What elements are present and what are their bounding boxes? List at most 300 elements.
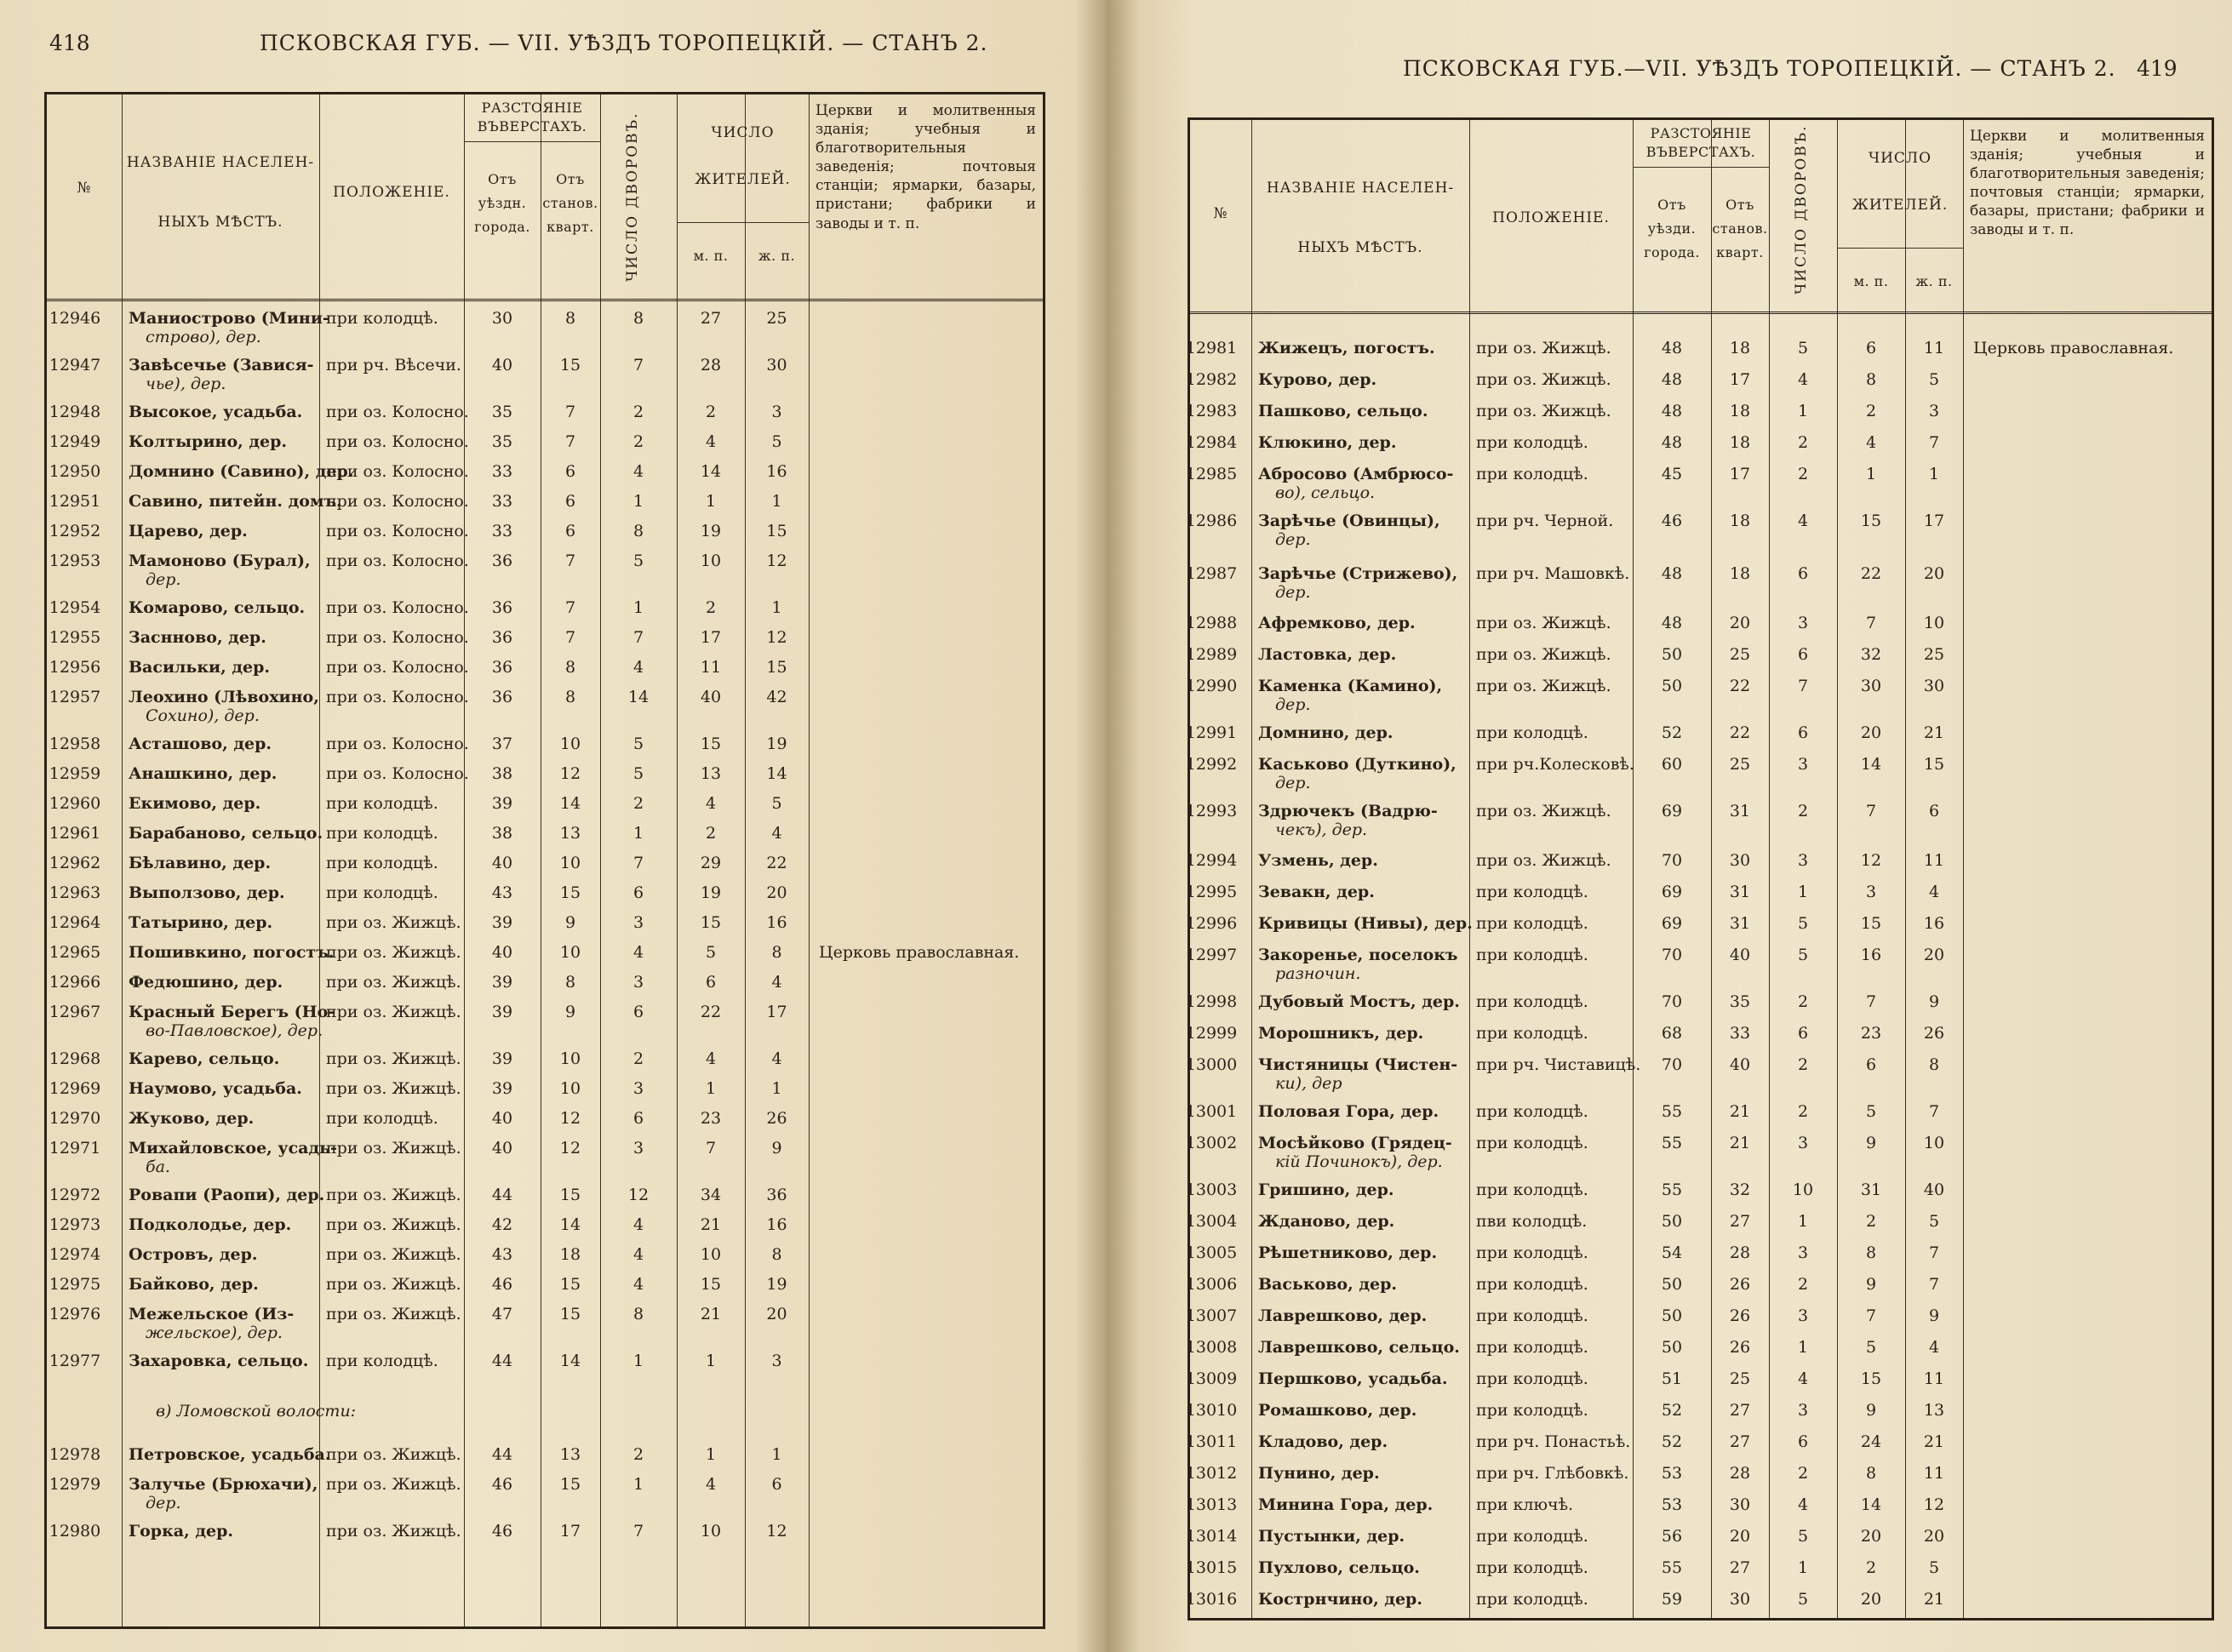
distance-town: 45 (1661, 465, 1683, 483)
distance-station: 17 (559, 1522, 581, 1541)
distance-town: 53 (1661, 1464, 1683, 1483)
row-number: 12968 (49, 1049, 101, 1068)
yards-count: 5 (1797, 339, 1809, 357)
yards-count: 4 (632, 658, 644, 677)
distance-station: 20 (1729, 614, 1751, 632)
female-count: 30 (1923, 677, 1945, 695)
distance-town: 39 (491, 913, 513, 932)
yards-count: 4 (632, 1215, 644, 1234)
table-row (1185, 465, 2212, 512)
place-name (1258, 946, 1468, 983)
place-name (129, 1475, 318, 1512)
place-name (129, 1275, 318, 1294)
distance-station: 31 (1729, 883, 1751, 901)
table-row (47, 1445, 1043, 1475)
distance-town: 40 (491, 356, 513, 374)
row-number: 13014 (1185, 1527, 1238, 1546)
distance-town: 54 (1661, 1243, 1683, 1262)
header-female: ж. п. (1915, 273, 1953, 289)
row-number: 12951 (49, 492, 101, 511)
place-name-line1: Петровское, усадьба. (129, 1445, 331, 1464)
distance-town: 46 (491, 1522, 513, 1541)
male-count: 1 (705, 1445, 717, 1464)
male-count: 12 (1860, 851, 1882, 870)
row-number: 13009 (1185, 1369, 1238, 1388)
female-count: 11 (1923, 1464, 1945, 1483)
place-name (1258, 1558, 1468, 1577)
distance-station: 8 (564, 309, 576, 328)
place-name (1258, 564, 1468, 602)
table-row (1185, 339, 2212, 370)
table-row (1185, 645, 2212, 677)
row-number: 12966 (49, 973, 101, 992)
yards-count: 2 (632, 403, 644, 421)
row-number: 12965 (49, 943, 101, 962)
row-number: 12989 (1185, 645, 1238, 664)
location: при колодцѣ. (1476, 883, 1588, 901)
place-name (129, 552, 318, 589)
distance-town: 36 (491, 598, 513, 617)
row-number: 12986 (1185, 512, 1238, 530)
location: при рч. Чиставицѣ. (1476, 1055, 1641, 1074)
distance-station: 6 (564, 522, 576, 540)
yards-count: 6 (1797, 723, 1809, 742)
location: при оз. Колосно. (326, 403, 469, 421)
distance-station: 15 (559, 883, 581, 902)
place-name (129, 794, 318, 813)
population-subrule (1837, 248, 1963, 249)
place-name (129, 973, 318, 992)
distance-station: 18 (1729, 402, 1751, 420)
header-population-2: ЖИТЕЛЕЙ. (1851, 197, 1949, 214)
male-count: 19 (700, 522, 722, 540)
place-name-line1: Красный Берегъ (Но- (129, 1003, 335, 1021)
yards-count: 8 (632, 1305, 644, 1323)
table-row (47, 688, 1043, 735)
row-number: 13006 (1185, 1275, 1238, 1294)
location: при оз. Жижцѣ. (326, 913, 461, 932)
location: при колодцѣ. (1476, 992, 1588, 1011)
place-name (129, 1139, 337, 1176)
table-row (47, 1079, 1043, 1109)
male-count: 29 (700, 854, 722, 872)
place-name (129, 688, 318, 725)
place-name-line1: Подколодье, дер. (129, 1215, 292, 1234)
table-row (1185, 433, 2212, 465)
place-name (1258, 851, 1468, 870)
distance-town: 69 (1661, 883, 1683, 901)
place-name (129, 1215, 318, 1234)
place-name-line1: Мосѣйково (Грядец- (1258, 1134, 1452, 1152)
male-count: 4 (705, 1475, 717, 1494)
distance-station: 8 (564, 658, 576, 677)
distance-station: 7 (564, 552, 576, 570)
left-running-head: ПСКОВСКАЯ ГУБ. — VII. УѢЗДЪ ТОРОПЕЦКІЙ. — СТАНЪ 2. (260, 31, 988, 55)
distance-station: 21 (1729, 1134, 1751, 1152)
table-row (1185, 1180, 2212, 1212)
location: при оз. Колосно. (326, 432, 469, 451)
yards-count: 5 (1797, 1590, 1809, 1609)
location: при колодцѣ. (326, 883, 438, 902)
row-number: 13016 (1185, 1590, 1238, 1609)
female-count: 40 (1923, 1180, 1945, 1199)
header-dist-town-1: Отъ (488, 171, 517, 187)
distance-town: 44 (491, 1445, 513, 1464)
place-name (1258, 614, 1468, 632)
distance-station: 14 (559, 1215, 581, 1234)
male-count: 4 (1865, 433, 1877, 452)
location: при оз. Колосно. (326, 522, 469, 540)
table-row (47, 943, 1043, 973)
place-name (129, 1445, 331, 1464)
male-count: 19 (700, 883, 722, 902)
location: при колодцѣ. (326, 309, 438, 328)
location: при колодцѣ. (326, 824, 438, 843)
section-heading: в) Ломовской волости: (156, 1402, 357, 1420)
location: при колодцѣ. (1476, 1134, 1588, 1152)
location: при оз. Жижцѣ. (1476, 851, 1611, 870)
distance-station: 27 (1729, 1401, 1751, 1420)
female-count: 4 (1928, 883, 1940, 901)
distance-town: 50 (1661, 1212, 1683, 1231)
row-number: 12984 (1185, 433, 1238, 452)
location: при оз. Жижцѣ. (326, 943, 461, 962)
place-name-line1: Кривицы (Нивы), дер. (1258, 914, 1473, 933)
place-name-line2: жельское), дер. (146, 1323, 283, 1342)
male-count: 1 (705, 1079, 717, 1098)
male-count: 31 (1860, 1180, 1882, 1199)
male-count: 15 (1860, 914, 1882, 933)
location: при колодцѣ. (1476, 433, 1588, 452)
place-name (129, 356, 318, 393)
distance-station: 31 (1729, 802, 1751, 820)
location: при колодцѣ. (1476, 1102, 1588, 1121)
male-count: 2 (705, 403, 717, 421)
location: при оз. Колосно. (326, 628, 469, 647)
distance-station: 30 (1729, 1495, 1751, 1514)
place-name-line1: Кладово, дер. (1258, 1432, 1388, 1451)
place-name-line1: Захаровка, сельцо. (129, 1352, 309, 1370)
yards-count: 5 (1797, 1527, 1809, 1546)
male-count: 1 (705, 492, 717, 511)
location: при колодцѣ. (1476, 946, 1588, 964)
female-count: 11 (1923, 339, 1945, 357)
location: при оз. Жижцѣ. (326, 1245, 461, 1264)
female-count: 6 (771, 1475, 782, 1494)
distance-station: 7 (564, 598, 576, 617)
male-count: 15 (1860, 1369, 1882, 1388)
header-name-line1: НАЗВАНІЕ НАСЕЛЕН- (1266, 180, 1455, 197)
distance-station: 14 (559, 794, 581, 813)
distance-station: 25 (1729, 755, 1751, 774)
place-name-line2: дер. (1275, 583, 1311, 602)
place-name (1258, 1369, 1468, 1388)
male-count: 10 (700, 552, 722, 570)
distance-town: 55 (1661, 1558, 1683, 1577)
distance-station: 18 (1729, 433, 1751, 452)
distance-town: 52 (1661, 1401, 1683, 1420)
yards-count: 3 (1797, 1401, 1809, 1420)
female-count: 13 (1923, 1401, 1945, 1420)
place-name-line1: Царево, дер. (129, 522, 248, 540)
female-count: 1 (1928, 465, 1940, 483)
distance-station: 12 (559, 1109, 581, 1128)
row-number: 12995 (1185, 883, 1238, 901)
distance-station: 9 (564, 913, 576, 932)
distance-town: 40 (491, 854, 513, 872)
place-name-line1: Федюшино, дер. (129, 973, 283, 992)
male-count: 6 (705, 973, 717, 992)
distance-town: 53 (1661, 1495, 1683, 1514)
female-count: 12 (766, 1522, 787, 1541)
row-number: 12957 (49, 688, 101, 706)
place-name (129, 883, 318, 902)
notes-church: Церковь православная. (1973, 339, 2174, 357)
location: при оз. Жижцѣ. (1476, 802, 1611, 820)
yards-count: 3 (1797, 1306, 1809, 1325)
female-count: 5 (771, 794, 782, 813)
distance-town: 37 (491, 735, 513, 753)
distance-town: 44 (491, 1352, 513, 1370)
place-name-line1: Гришино, дер. (1258, 1180, 1394, 1199)
female-count: 26 (766, 1109, 787, 1128)
table-row (47, 403, 1043, 432)
place-name (1258, 433, 1468, 452)
location: при оз. Жижцѣ. (326, 1305, 461, 1323)
female-count: 11 (1923, 851, 1945, 870)
row-number: 13015 (1185, 1558, 1238, 1577)
row-number: 12960 (49, 794, 101, 813)
row-number: 12969 (49, 1079, 101, 1098)
distance-town: 50 (1661, 1338, 1683, 1357)
place-name (1258, 465, 1468, 502)
table-row (1185, 512, 2212, 564)
female-count: 4 (771, 973, 782, 992)
distance-town: 55 (1661, 1134, 1683, 1152)
header-notes: Церкви и молитвенныя зданія; учебныя и благотворительныя заведенія; почтовыя станціи; ярмарки, базары, пристани; фабрики и заводы и т. п. (816, 102, 1036, 232)
row-number: 12985 (1185, 465, 1238, 483)
table-row (1185, 851, 2212, 883)
yards-count: 1 (632, 824, 644, 843)
location: при оз. Колосно. (326, 598, 469, 617)
place-name-line1: Горка, дер. (129, 1522, 233, 1541)
distance-town: 39 (491, 973, 513, 992)
female-count: 20 (1923, 1527, 1945, 1546)
yards-count: 1 (1797, 402, 1809, 420)
table-row (47, 854, 1043, 883)
distance-station: 18 (559, 1245, 581, 1264)
location: при колодцѣ. (1476, 1243, 1588, 1262)
location: при рч. Вѣсечи. (326, 356, 461, 374)
distance-station: 18 (1729, 339, 1751, 357)
yards-count: 14 (627, 688, 650, 706)
header-rule (47, 299, 1043, 301)
yards-count: 1 (632, 1475, 644, 1494)
row-number: 12959 (49, 764, 101, 783)
place-name-line1: Высокое, усадьба. (129, 403, 303, 421)
male-count: 4 (705, 794, 717, 813)
female-count: 8 (771, 943, 782, 962)
distance-town: 70 (1661, 946, 1683, 964)
distance-town: 46 (1661, 512, 1683, 530)
female-count: 4 (771, 824, 782, 843)
female-count: 10 (1923, 614, 1945, 632)
row-number: 12978 (49, 1445, 101, 1464)
header-distance-title-1: РАЗСТОЯНІЕ (481, 100, 583, 116)
table-row (1185, 402, 2212, 433)
female-count: 9 (1928, 992, 1940, 1011)
place-name (1258, 645, 1468, 664)
row-number: 12949 (49, 432, 101, 451)
place-name-line1: Комарово, сельцо. (129, 598, 306, 617)
male-count: 22 (700, 1003, 722, 1021)
yards-count: 6 (1797, 1432, 1809, 1451)
header-yards: ЧИСЛО ДВОРОВЪ. (624, 111, 641, 282)
row-number: 12992 (1185, 755, 1238, 774)
yards-count: 6 (1797, 645, 1809, 664)
population-subrule (677, 222, 809, 223)
distance-town: 35 (491, 403, 513, 421)
yards-count: 5 (632, 735, 644, 753)
row-number: 12996 (1185, 914, 1238, 933)
male-count: 11 (700, 658, 722, 677)
location: при колодцѣ. (1476, 1527, 1588, 1546)
yards-count: 2 (1797, 802, 1809, 820)
row-number: 12961 (49, 824, 101, 843)
row-number: 12998 (1185, 992, 1238, 1011)
distance-town: 35 (491, 432, 513, 451)
table-row (47, 824, 1043, 854)
distance-town: 46 (491, 1475, 513, 1494)
table-row (1185, 1055, 2212, 1102)
distance-town: 36 (491, 658, 513, 677)
female-count: 25 (766, 309, 787, 328)
distance-town: 39 (491, 1003, 513, 1021)
distance-station: 15 (559, 1475, 581, 1494)
location: при оз. Жижцѣ. (326, 1186, 461, 1204)
yards-count: 6 (632, 1003, 644, 1021)
distance-town: 70 (1661, 1055, 1683, 1074)
distance-town: 50 (1661, 677, 1683, 695)
table-row (1185, 1338, 2212, 1369)
row-number: 12976 (49, 1305, 101, 1323)
distance-town: 48 (1661, 370, 1683, 389)
male-count: 10 (700, 1245, 722, 1264)
place-name (1258, 1134, 1468, 1171)
male-count: 7 (1865, 992, 1877, 1011)
male-count: 8 (1865, 1464, 1877, 1483)
distance-town: 50 (1661, 1306, 1683, 1325)
distance-station: 7 (564, 403, 576, 421)
place-name (129, 1522, 318, 1541)
table-row (1185, 755, 2212, 802)
distance-town: 42 (491, 1215, 513, 1234)
location: при колодцѣ. (1476, 1024, 1588, 1043)
distance-station: 33 (1729, 1024, 1751, 1043)
distance-town: 48 (1661, 339, 1683, 357)
distance-subrule (464, 141, 600, 142)
distance-town: 36 (491, 628, 513, 647)
place-name-line1: Заснново, дер. (129, 628, 266, 647)
distance-station: 32 (1729, 1180, 1751, 1199)
distance-station: 13 (559, 1445, 581, 1464)
row-number: 12997 (1185, 946, 1238, 964)
yards-count: 1 (1797, 1212, 1809, 1231)
row-number: 12983 (1185, 402, 1238, 420)
place-name-line1: Абросово (Амбрюсо- (1258, 465, 1454, 483)
place-name-line2: ба. (146, 1158, 170, 1176)
header-dist-station-1: Отъ (556, 171, 585, 187)
place-name-line1: Жуково, дер. (129, 1109, 255, 1128)
table-row (1185, 564, 2212, 614)
yards-count: 4 (1797, 512, 1809, 530)
row-number: 13003 (1185, 1180, 1238, 1199)
place-name (1258, 1275, 1468, 1294)
place-name (1258, 1055, 1468, 1093)
distance-town: 60 (1661, 755, 1683, 774)
place-name (129, 1186, 325, 1204)
yards-count: 4 (1797, 1369, 1809, 1388)
female-count: 20 (1923, 564, 1945, 583)
yards-count: 8 (632, 522, 644, 540)
female-count: 16 (766, 1215, 787, 1234)
distance-station: 8 (564, 688, 576, 706)
female-count: 5 (771, 432, 782, 451)
location: при оз. Колосно. (326, 552, 469, 570)
location: пви колодцѣ. (1476, 1212, 1588, 1231)
place-name-line1: Закоренье, поселокъ (1258, 946, 1458, 964)
row-number: 12979 (49, 1475, 101, 1494)
distance-town: 43 (491, 1245, 513, 1264)
table-row (47, 1049, 1043, 1079)
header-name-line1: НАЗВАНІЕ НАСЕЛЕН- (126, 154, 315, 171)
place-name-line1: Узмень, дер. (1258, 851, 1378, 870)
distance-station: 10 (559, 854, 581, 872)
distance-station: 22 (1729, 677, 1751, 695)
place-name (129, 403, 318, 421)
place-name-line1: Лаврешково, сельцо. (1258, 1338, 1460, 1357)
right-table-frame (1185, 117, 2214, 1621)
place-name-line2: во-Павловское), дер. (146, 1021, 323, 1040)
place-name-line1: Михайловское, усадь- (129, 1139, 337, 1158)
place-name-line1: Дубовый Мостъ, дер. (1258, 992, 1460, 1011)
distance-town: 55 (1661, 1180, 1683, 1199)
place-name-line1: Байково, дер. (129, 1275, 259, 1294)
female-count: 1 (771, 598, 782, 617)
location: при колодцѣ. (326, 1109, 438, 1128)
table-row (47, 1475, 1043, 1522)
location: при оз. Жижцѣ. (326, 1049, 461, 1068)
place-name-line1: Выползово, дер. (129, 883, 285, 902)
male-count: 6 (1865, 1055, 1877, 1074)
yards-count: 1 (1797, 1338, 1809, 1357)
place-name (1258, 512, 1468, 549)
location: при рч. Черной. (1476, 512, 1614, 530)
place-name-line1: Екимово, дер. (129, 794, 261, 813)
row-number: 13002 (1185, 1134, 1238, 1152)
row-number: 12950 (49, 462, 101, 481)
place-name-line1: Домнино, дер. (1258, 723, 1394, 742)
place-name (1258, 339, 1468, 357)
female-count: 17 (766, 1003, 787, 1021)
table-row (47, 1003, 1043, 1049)
place-name-line1: Бѣлавино, дер. (129, 854, 272, 872)
female-count: 3 (771, 403, 782, 421)
row-number: 12994 (1185, 851, 1238, 870)
row-number: 12999 (1185, 1024, 1238, 1043)
male-count: 2 (1865, 1212, 1877, 1231)
female-count: 25 (1923, 645, 1945, 664)
